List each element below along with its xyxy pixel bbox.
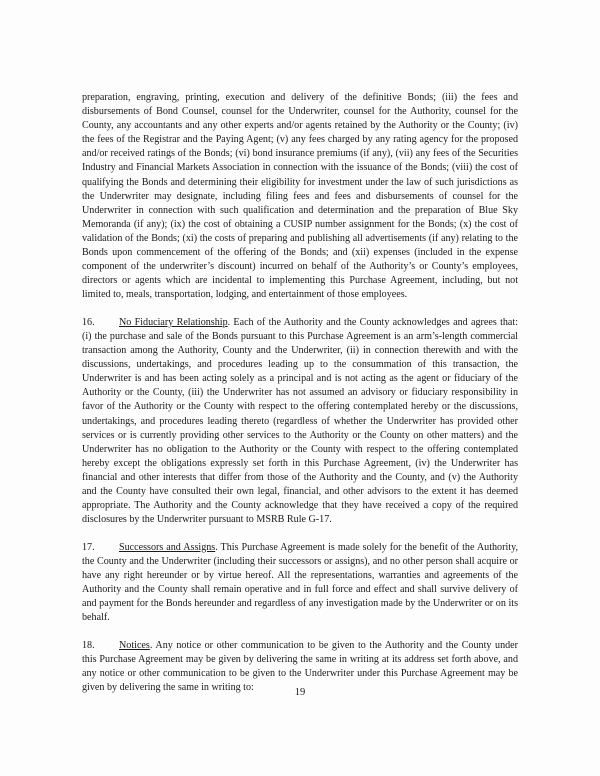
section-17-paragraph [82,541,518,626]
continuation-paragraph: preparation, engraving, printing, execution and delivery of the definitive Bonds; (iii) the fees and disbursements of Bond Counsel, counsel for the Underwriter, counsel for the Authority, counsel for the County, any accountants and any other experts and/or agents retained by the Authority or the County; (iv) the fees of the Registrar and the Paying Agent; (v) any fees charged by any rating agency for the proposed and/or received ratings of the Bonds; (vi) bond insurance premiums (if any), (vii) any fees of the Securities Industry and Financial Markets Association in connection with the issuance of the Bonds; (viii) the cost of qualifying the Bonds and determining their eligibility for investment under the law of such jurisdictions as the Underwriter may designate, including filing fees and fees and disbursements of counsel for the Underwriter in connection with such qualification and determination and the preparation of Blue Sky Memoranda (if any); (ix) the cost of obtaining a CUSIP number assignment for the Bonds; (x) the cost of validation of the Bonds; (xi) the costs of preparing and publishing all advertisements (if any) relating to the Bonds upon commencement of the offering of the Bonds; and (xii) expenses (included in the expense component of the underwriter’s discount) incurred on behalf of the Authority’s or County’s employees, directors or agents which are incidental to implementing this Purchase Agreement, including, but not limited to, meals, transportation, lodging, and entertainment of those employees. [82,92,518,301]
section-18-heading: Notices [119,639,150,651]
section-18-text: . Any notice or other communication to be given to the Authority and the County under this Purchase Agreement may be given by delivering the same in writing at its address set forth above, and any notice or other communication to be given to the Underwriter under this Purchase Agreement may be given by delivering the same in writing to: [82,639,518,694]
section-18-number: 18. [82,639,95,651]
document-body [82,91,518,709]
section-16-heading: No Fiduciary Relationship [119,316,228,328]
section-17-number: 17. [82,541,95,553]
page-number: 19 [294,687,306,698]
section-17-heading: Successors and Assigns [119,541,216,553]
section-16-text: . Each of the Authority and the County acknowledges and agrees that: (i) the purchase and sale of the Bonds pursuant to this Purchase Agreement is an arm’s-length commercial transaction among the Authority, County and the Underwriter, (ii) in connection therewith and with the discussions, undertakings, and procedures leading up to the consummation of this transaction, the Underwriter is and has been acting solely as a principal and is not acting as the agent or fiduciary of the Authority or the County, (iii) the Underwriter has not assumed an advisory or fiduciary responsibility in favor of the Authority or the County with respect to the offering contemplated hereby or the discussions, undertakings, and procedures leading thereto (regardless of whether the Underwriter has provided other services or is currently providing other services to the Authority or the County on other matters) and the Underwriter has no obligation to the Authority or the County with respect to the offering contemplated hereby except the obligations expressly set forth in this Purchase Agreement, (iv) the Underwriter has financial and other interests that differ from those of the Authority and the County, and (v) the Authority and the County have consulted their own legal, financial, and other advisors to the extent it has deemed appropriate. The Authority and the County acknowledge that they have received a copy of the required disclosures by the Underwriter pursuant to MSRB Rule G-17. [82,316,519,526]
section-17-text: . This Purchase Agreement is made solely for the benefit of the Authority, the County and the Underwriter (including their successors or assigns), and no other person shall acquire or have any right hereunder or by virtue hereof. All the representations, warranties and agreements of the Authority and the County shall remain operative and in full force and effect and shall survive delivery of and payment for the Bonds hereunder and regardless of any investigation made by the Underwriter or on its behalf. [82,541,518,624]
section-16-paragraph [82,316,518,527]
section-16-number: 16. [82,316,95,328]
